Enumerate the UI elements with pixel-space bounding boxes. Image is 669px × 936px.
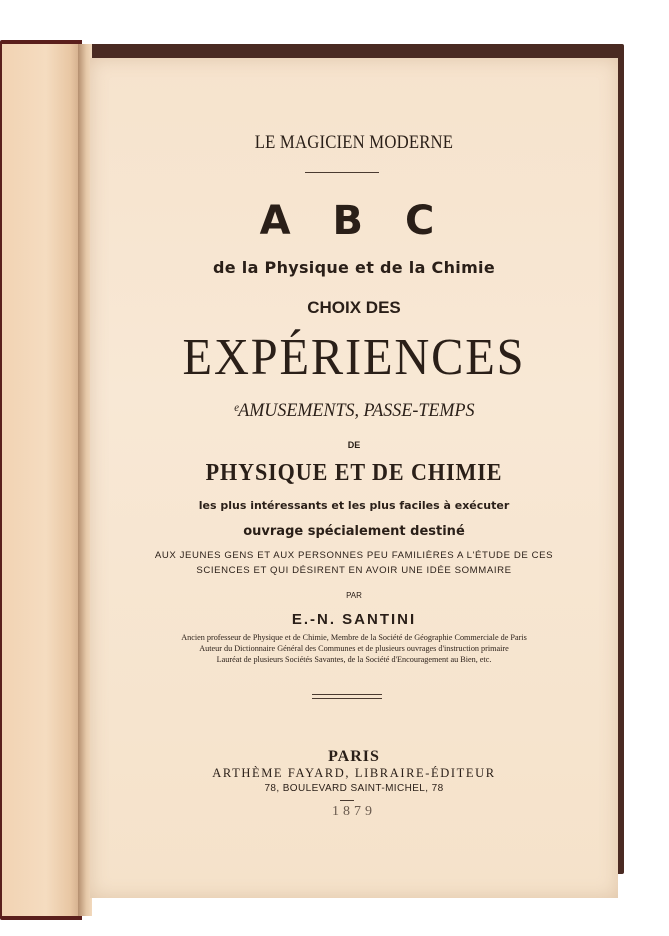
title-abc: A B C [259, 198, 449, 244]
de-label: DE [347, 440, 361, 450]
series-rule [305, 172, 379, 173]
city: PARIS [328, 748, 380, 765]
credentials-line-1: Ancien professeur de Physique et de Chimie, Membre de la Société de Géographie Commerciale de Paris [181, 633, 527, 642]
credentials-line-2: Auteur du Dictionnaire Général des Communes et de plusieurs ouvrages d'instruction primaire [199, 644, 509, 653]
subtitle: de la Physique et de la Chimie [213, 258, 495, 277]
choix-des: CHOIX DES [307, 298, 401, 317]
audience-line-2: SCIENCES ET QUI DÉSIRENT EN AVOIR UNE IDÉE SOMMAIRE [196, 565, 512, 576]
year-rule [340, 800, 354, 801]
audience-line-1: AUX JEUNES GENS ET AUX PERSONNES PEU FAMILIÈRES A L'ÉTUDE DE CES [154, 550, 554, 561]
address: 78, BOULEVARD SAINT-MICHEL, 78 [264, 783, 444, 794]
year: 1879 [332, 804, 376, 819]
ornament-rule-bottom [312, 698, 382, 699]
ouvrage: ouvrage spécialement destiné [243, 524, 465, 539]
par-label: PAR [346, 591, 362, 600]
series-title: LE MAGICIEN MODERNE [254, 132, 454, 153]
amusements: ᵉAMUSEMENTS, PASSE-TEMPS [233, 400, 475, 421]
ornament-rule-top [312, 694, 382, 695]
physique-chimie: PHYSIQUE ET DE CHIMIE [205, 460, 503, 486]
tagline: les plus intéressants et les plus faciles à exécuter [198, 499, 510, 512]
publisher: ARTHÈME FAYARD, LIBRAIRE-ÉDITEUR [212, 766, 496, 780]
credentials-line-3: Lauréat de plusieurs Sociétés Savantes, de la Société d'Encouragement au Bien, etc. [216, 655, 492, 664]
author-name: E.-N. SANTINI [291, 611, 417, 628]
main-title: EXPÉRIENCES [182, 329, 526, 386]
left-page [2, 44, 82, 916]
